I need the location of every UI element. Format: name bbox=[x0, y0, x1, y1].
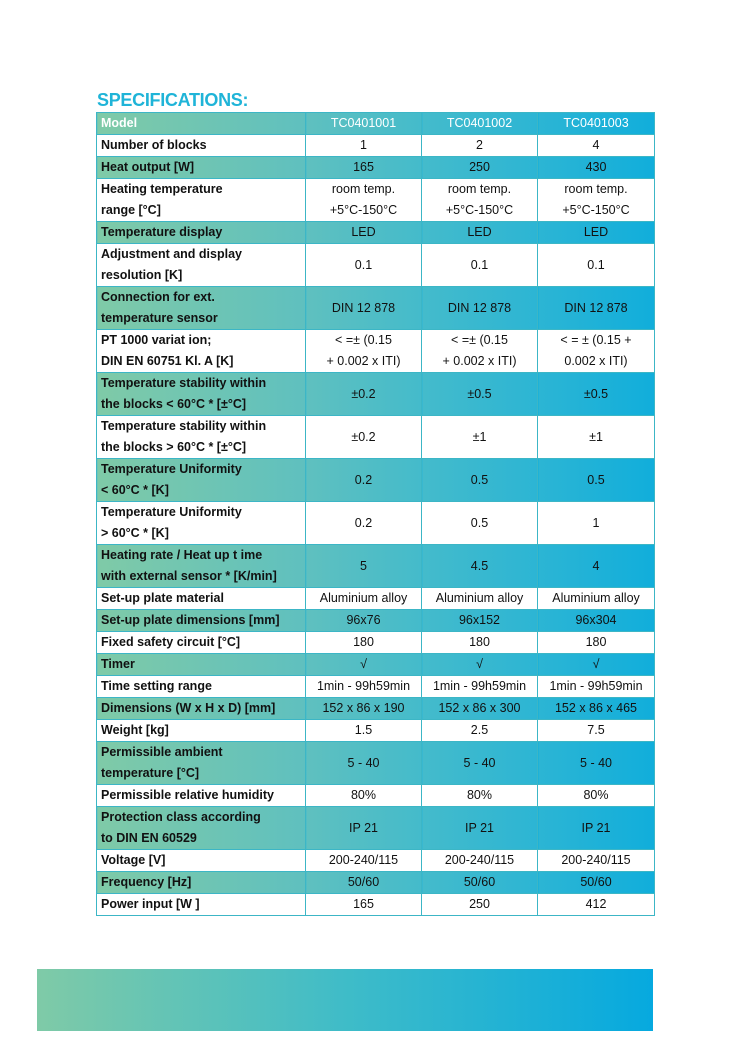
row-label: Set-up plate dimensions [mm] bbox=[97, 610, 306, 632]
cell-value: DIN 12 878 bbox=[538, 287, 655, 330]
cell-value: 4 bbox=[538, 545, 655, 588]
cell-value: DIN 12 878 bbox=[306, 287, 422, 330]
row-label: Dimensions (W x H x D) [mm] bbox=[97, 698, 306, 720]
cell-value: ±0.2 bbox=[306, 416, 422, 459]
table-row bbox=[97, 610, 655, 632]
cell-value: 152 x 86 x 465 bbox=[538, 698, 655, 720]
table-row bbox=[97, 698, 655, 720]
cell-value: √ bbox=[538, 654, 655, 676]
row-label: Temperature display bbox=[97, 222, 306, 244]
cell-value: 1.5 bbox=[306, 720, 422, 742]
cell-value: room temp. +5°C-150°C bbox=[306, 179, 422, 222]
cell-value: Aluminium alloy bbox=[422, 588, 538, 610]
cell-value: 250 bbox=[422, 894, 538, 916]
cell-value: 1 bbox=[538, 502, 655, 545]
table-row bbox=[97, 459, 655, 502]
cell-value: Aluminium alloy bbox=[306, 588, 422, 610]
cell-value: 5 bbox=[306, 545, 422, 588]
table-row bbox=[97, 850, 655, 872]
cell-value: 0.5 bbox=[538, 459, 655, 502]
cell-value: IP 21 bbox=[538, 807, 655, 850]
row-label: Temperature Uniformity < 60°C * [K] bbox=[97, 459, 306, 502]
cell-value: 80% bbox=[538, 785, 655, 807]
cell-value: LED bbox=[422, 222, 538, 244]
cell-value: 50/60 bbox=[538, 872, 655, 894]
cell-value: ±0.2 bbox=[306, 373, 422, 416]
row-label: Frequency [Hz] bbox=[97, 872, 306, 894]
cell-value: 1 bbox=[306, 135, 422, 157]
cell-value: 50/60 bbox=[306, 872, 422, 894]
cell-value: 430 bbox=[538, 157, 655, 179]
table-row bbox=[97, 785, 655, 807]
row-label: Temperature stability within the blocks < 60°C * [±°C] bbox=[97, 373, 306, 416]
row-label: Permissible ambient temperature [°C] bbox=[97, 742, 306, 785]
cell-value: 96x76 bbox=[306, 610, 422, 632]
cell-value: 165 bbox=[306, 894, 422, 916]
cell-value: < =± (0.15 + 0.002 x ITI) bbox=[422, 330, 538, 373]
cell-value: 0.2 bbox=[306, 502, 422, 545]
cell-value: 7.5 bbox=[538, 720, 655, 742]
row-label: Power input [W ] bbox=[97, 894, 306, 916]
cell-value: 165 bbox=[306, 157, 422, 179]
cell-value: DIN 12 878 bbox=[422, 287, 538, 330]
cell-value: 0.2 bbox=[306, 459, 422, 502]
cell-value: 5 - 40 bbox=[538, 742, 655, 785]
model-header: TC0401002 bbox=[422, 113, 538, 135]
header-label: Model bbox=[97, 113, 306, 135]
model-header: TC0401003 bbox=[538, 113, 655, 135]
table-row bbox=[97, 894, 655, 916]
row-label: Protection class according to DIN EN 60529 bbox=[97, 807, 306, 850]
footer-gradient-bar bbox=[37, 969, 653, 1031]
cell-value: 200-240/115 bbox=[422, 850, 538, 872]
cell-value: room temp. +5°C-150°C bbox=[538, 179, 655, 222]
row-label: Weight [kg] bbox=[97, 720, 306, 742]
row-label: Timer bbox=[97, 654, 306, 676]
row-label: PT 1000 variat ion; DIN EN 60751 Kl. A [K] bbox=[97, 330, 306, 373]
row-label: Heating rate / Heat up t ime with external sensor * [K/min] bbox=[97, 545, 306, 588]
cell-value: 96x152 bbox=[422, 610, 538, 632]
table-row bbox=[97, 588, 655, 610]
cell-value: 412 bbox=[538, 894, 655, 916]
model-header: TC0401001 bbox=[306, 113, 422, 135]
cell-value: √ bbox=[306, 654, 422, 676]
cell-value: ±0.5 bbox=[538, 373, 655, 416]
cell-value: 2.5 bbox=[422, 720, 538, 742]
table-row bbox=[97, 222, 655, 244]
cell-value: 0.1 bbox=[422, 244, 538, 287]
table-row bbox=[97, 135, 655, 157]
cell-value: ±0.5 bbox=[422, 373, 538, 416]
table-row bbox=[97, 179, 655, 222]
row-label: Adjustment and display resolution [K] bbox=[97, 244, 306, 287]
cell-value: 1min - 99h59min bbox=[538, 676, 655, 698]
cell-value: room temp. +5°C-150°C bbox=[422, 179, 538, 222]
cell-value: 180 bbox=[306, 632, 422, 654]
table-row bbox=[97, 287, 655, 330]
table-row bbox=[97, 720, 655, 742]
row-label: Connection for ext. temperature sensor bbox=[97, 287, 306, 330]
row-label: Heat output [W] bbox=[97, 157, 306, 179]
cell-value: 200-240/115 bbox=[538, 850, 655, 872]
table-row bbox=[97, 244, 655, 287]
row-label: Number of blocks bbox=[97, 135, 306, 157]
row-label: Heating temperature range [°C] bbox=[97, 179, 306, 222]
table-row bbox=[97, 872, 655, 894]
table-row bbox=[97, 157, 655, 179]
specifications-table bbox=[96, 112, 655, 916]
cell-value: 4.5 bbox=[422, 545, 538, 588]
table-row bbox=[97, 654, 655, 676]
row-label: Temperature stability within the blocks > 60°C * [±°C] bbox=[97, 416, 306, 459]
cell-value: LED bbox=[538, 222, 655, 244]
row-label: Set-up plate material bbox=[97, 588, 306, 610]
cell-value: 0.1 bbox=[538, 244, 655, 287]
table-row bbox=[97, 545, 655, 588]
cell-value: 180 bbox=[422, 632, 538, 654]
cell-value: 50/60 bbox=[422, 872, 538, 894]
cell-value: LED bbox=[306, 222, 422, 244]
cell-value: 180 bbox=[538, 632, 655, 654]
cell-value: 4 bbox=[538, 135, 655, 157]
cell-value: IP 21 bbox=[422, 807, 538, 850]
cell-value: 152 x 86 x 300 bbox=[422, 698, 538, 720]
row-label: Voltage [V] bbox=[97, 850, 306, 872]
table-row bbox=[97, 632, 655, 654]
cell-value: 96x304 bbox=[538, 610, 655, 632]
cell-value: 2 bbox=[422, 135, 538, 157]
cell-value: < =± (0.15 + 0.002 x ITI) bbox=[306, 330, 422, 373]
cell-value: 200-240/115 bbox=[306, 850, 422, 872]
cell-value: 5 - 40 bbox=[306, 742, 422, 785]
cell-value: 5 - 40 bbox=[422, 742, 538, 785]
cell-value: ±1 bbox=[538, 416, 655, 459]
cell-value: IP 21 bbox=[306, 807, 422, 850]
cell-value: 0.1 bbox=[306, 244, 422, 287]
row-label: Permissible relative humidity bbox=[97, 785, 306, 807]
cell-value: 250 bbox=[422, 157, 538, 179]
cell-value: 0.5 bbox=[422, 459, 538, 502]
row-label: Fixed safety circuit [°C] bbox=[97, 632, 306, 654]
cell-value: 0.5 bbox=[422, 502, 538, 545]
cell-value: √ bbox=[422, 654, 538, 676]
page-title: SPECIFICATIONS: bbox=[97, 90, 249, 110]
cell-value: Aluminium alloy bbox=[538, 588, 655, 610]
cell-value: 80% bbox=[422, 785, 538, 807]
table-row bbox=[97, 330, 655, 373]
table-row bbox=[97, 676, 655, 698]
cell-value: 1min - 99h59min bbox=[422, 676, 538, 698]
row-label: Temperature Uniformity > 60°C * [K] bbox=[97, 502, 306, 545]
cell-value: 1min - 99h59min bbox=[306, 676, 422, 698]
row-label: Time setting range bbox=[97, 676, 306, 698]
table-row bbox=[97, 416, 655, 459]
cell-value: < = ± (0.15 + 0.002 x ITI) bbox=[538, 330, 655, 373]
table-row bbox=[97, 742, 655, 785]
cell-value: ±1 bbox=[422, 416, 538, 459]
table-row bbox=[97, 373, 655, 416]
cell-value: 80% bbox=[306, 785, 422, 807]
table-row bbox=[97, 502, 655, 545]
cell-value: 152 x 86 x 190 bbox=[306, 698, 422, 720]
table-header-row bbox=[97, 113, 655, 135]
table-row bbox=[97, 807, 655, 850]
